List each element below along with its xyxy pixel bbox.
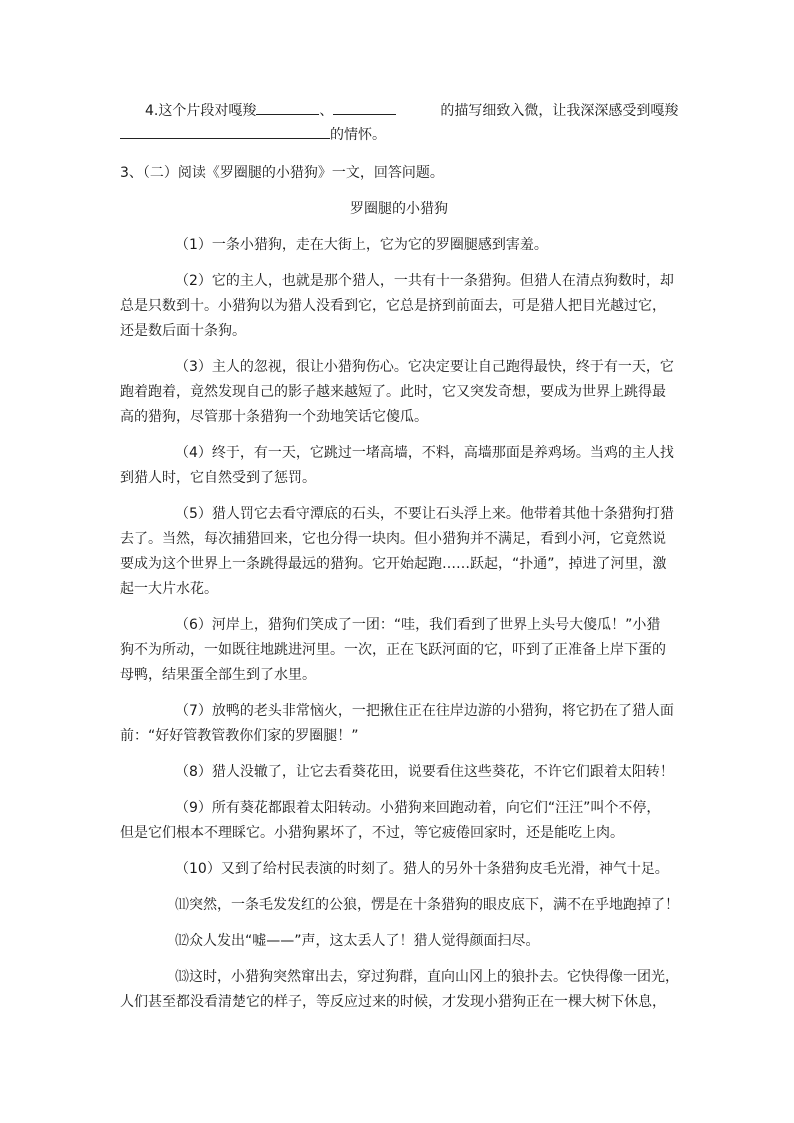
paragraph-8-line-1: （8）猎人没辙了，让它去看葵花田，说要看住这些葵花，不许它们跟着太阳转！ bbox=[175, 764, 674, 780]
question-4-line-2 bbox=[120, 124, 386, 144]
question-4-separator: 、 bbox=[319, 103, 334, 119]
paragraph-10-line-1: （10）又到了给村民表演的时刻了。猎人的另外十条猎狗皮毛光滑，神气十足。 bbox=[175, 861, 669, 877]
paragraph-7-line-1: （7）放鸭的老头非常恼火，一把揪住正在往岸边游的小猎狗，将它扔在了猎人面 bbox=[175, 703, 674, 719]
paragraph-5-line-2: 去了。当然，每次捕猎回来，它也分得一块肉。但小猎狗并不满足，看到小河，它竟然说 bbox=[120, 531, 666, 547]
paragraph-13-line-1: ⒀这时，小猎狗突然窜出去，穿过狗群，直向山冈上的狼扑去。它快得像一团光， bbox=[175, 969, 679, 985]
paragraph-6-line-1: （6）河岸上，猎狗们笑成了一团：“哇，我们看到了世界上头号大傻瓜！”小猎 bbox=[175, 617, 661, 633]
answer-blank-3[interactable] bbox=[120, 124, 330, 139]
question-4-prefix: 4.这个片段对嘎羧 bbox=[145, 103, 257, 119]
section-heading: 3、（二）阅读《罗圈腿的小猎狗》一文，回答问题。 bbox=[120, 165, 444, 181]
question-4-suffix: 的情怀。 bbox=[330, 127, 386, 143]
paragraph-5-line-1: （5）猎人罚它去看守潭底的石头，不要让石头浮上来。他带着其他十条猎狗打猎 bbox=[175, 506, 674, 522]
answer-blank-1[interactable] bbox=[256, 100, 319, 115]
paragraph-7-line-2: 前：“好好管教管教你们家的罗圈腿！” bbox=[120, 728, 359, 744]
paragraph-1-line-1: （1）一条小猎狗，走在大街上，它为它的罗圈腿感到害羞。 bbox=[175, 237, 548, 253]
paragraph-6-line-3: 母鸭，结果蛋全部生到了水里。 bbox=[120, 667, 316, 683]
paragraph-3-line-3: 高的猎狗，尽管那十条猎狗一个劲地笑话它傻瓜。 bbox=[120, 409, 428, 425]
paragraph-5-line-4: 起一大片水花。 bbox=[120, 581, 218, 597]
question-4-line-1 bbox=[145, 100, 678, 120]
paragraph-12-line-1: ⑿众人发出“嘘——”声，这太丢人了！猎人觉得颜面扫尽。 bbox=[175, 933, 540, 949]
paragraph-6-line-2: 狗不为所动，一如既往地跳进河里。一次，正在飞跃河面的它，吓到了正准备上岸下蛋的 bbox=[120, 642, 666, 658]
paragraph-4-line-2: 到猎人时，它自然受到了惩罚。 bbox=[120, 470, 316, 486]
paragraph-9-line-2: 但是它们根本不理睬它。小猎狗累坏了，不过，等它疲倦回家时，还是能吃上肉。 bbox=[120, 825, 624, 841]
article-title: 罗圈腿的小猎狗 bbox=[350, 201, 448, 217]
paragraph-9-line-1: （9）所有葵花都跟着太阳转动。小猎狗来回跑动着，向它们“汪汪”叫个不停， bbox=[175, 800, 661, 816]
paragraph-2-line-3: 还是数后面十条狗。 bbox=[120, 323, 246, 339]
paragraph-4-line-1: （4）终于，有一天，它跳过一堵高墙，不料，高墙那面是养鸡场。当鸡的主人找 bbox=[175, 445, 674, 461]
question-4-middle: 的描写细致入微，让我深深感受到嘎羧 bbox=[440, 103, 679, 119]
paragraph-5-line-3: 要成为这个世界上一条跳得最远的猎狗。它开始起跑……跃起，“扑通”，掉进了河里，激 bbox=[120, 556, 667, 572]
paragraph-11-line-1: ⑾突然，一条毛发发红的公狼，愣是在十条猎狗的眼皮底下，满不在乎地跑掉了！ bbox=[175, 897, 679, 913]
answer-blank-2[interactable] bbox=[333, 100, 396, 115]
paragraph-3-line-2: 跑着跑着，竟然发现自己的影子越来越短了。此时，它又突发奇想，要成为世界上跳得最 bbox=[120, 384, 666, 400]
paragraph-2-line-1: （2）它的主人，也就是那个猎人，一共有十一条猎狗。但猎人在清点狗数时，却 bbox=[175, 273, 674, 289]
paragraph-13-line-2: 人们甚至都没看清楚它的样子，等反应过来的时候，才发现小猎狗正在一棵大树下休息， bbox=[120, 994, 666, 1010]
paragraph-2-line-2: 总是只数到十。小猎狗以为猎人没看到它，它总是挤到前面去，可是猎人把目光越过它， bbox=[120, 298, 666, 314]
paragraph-3-line-1: （3）主人的忽视，很让小猎狗伤心。它决定要让自己跑得最快，终于有一天，它 bbox=[175, 359, 674, 375]
